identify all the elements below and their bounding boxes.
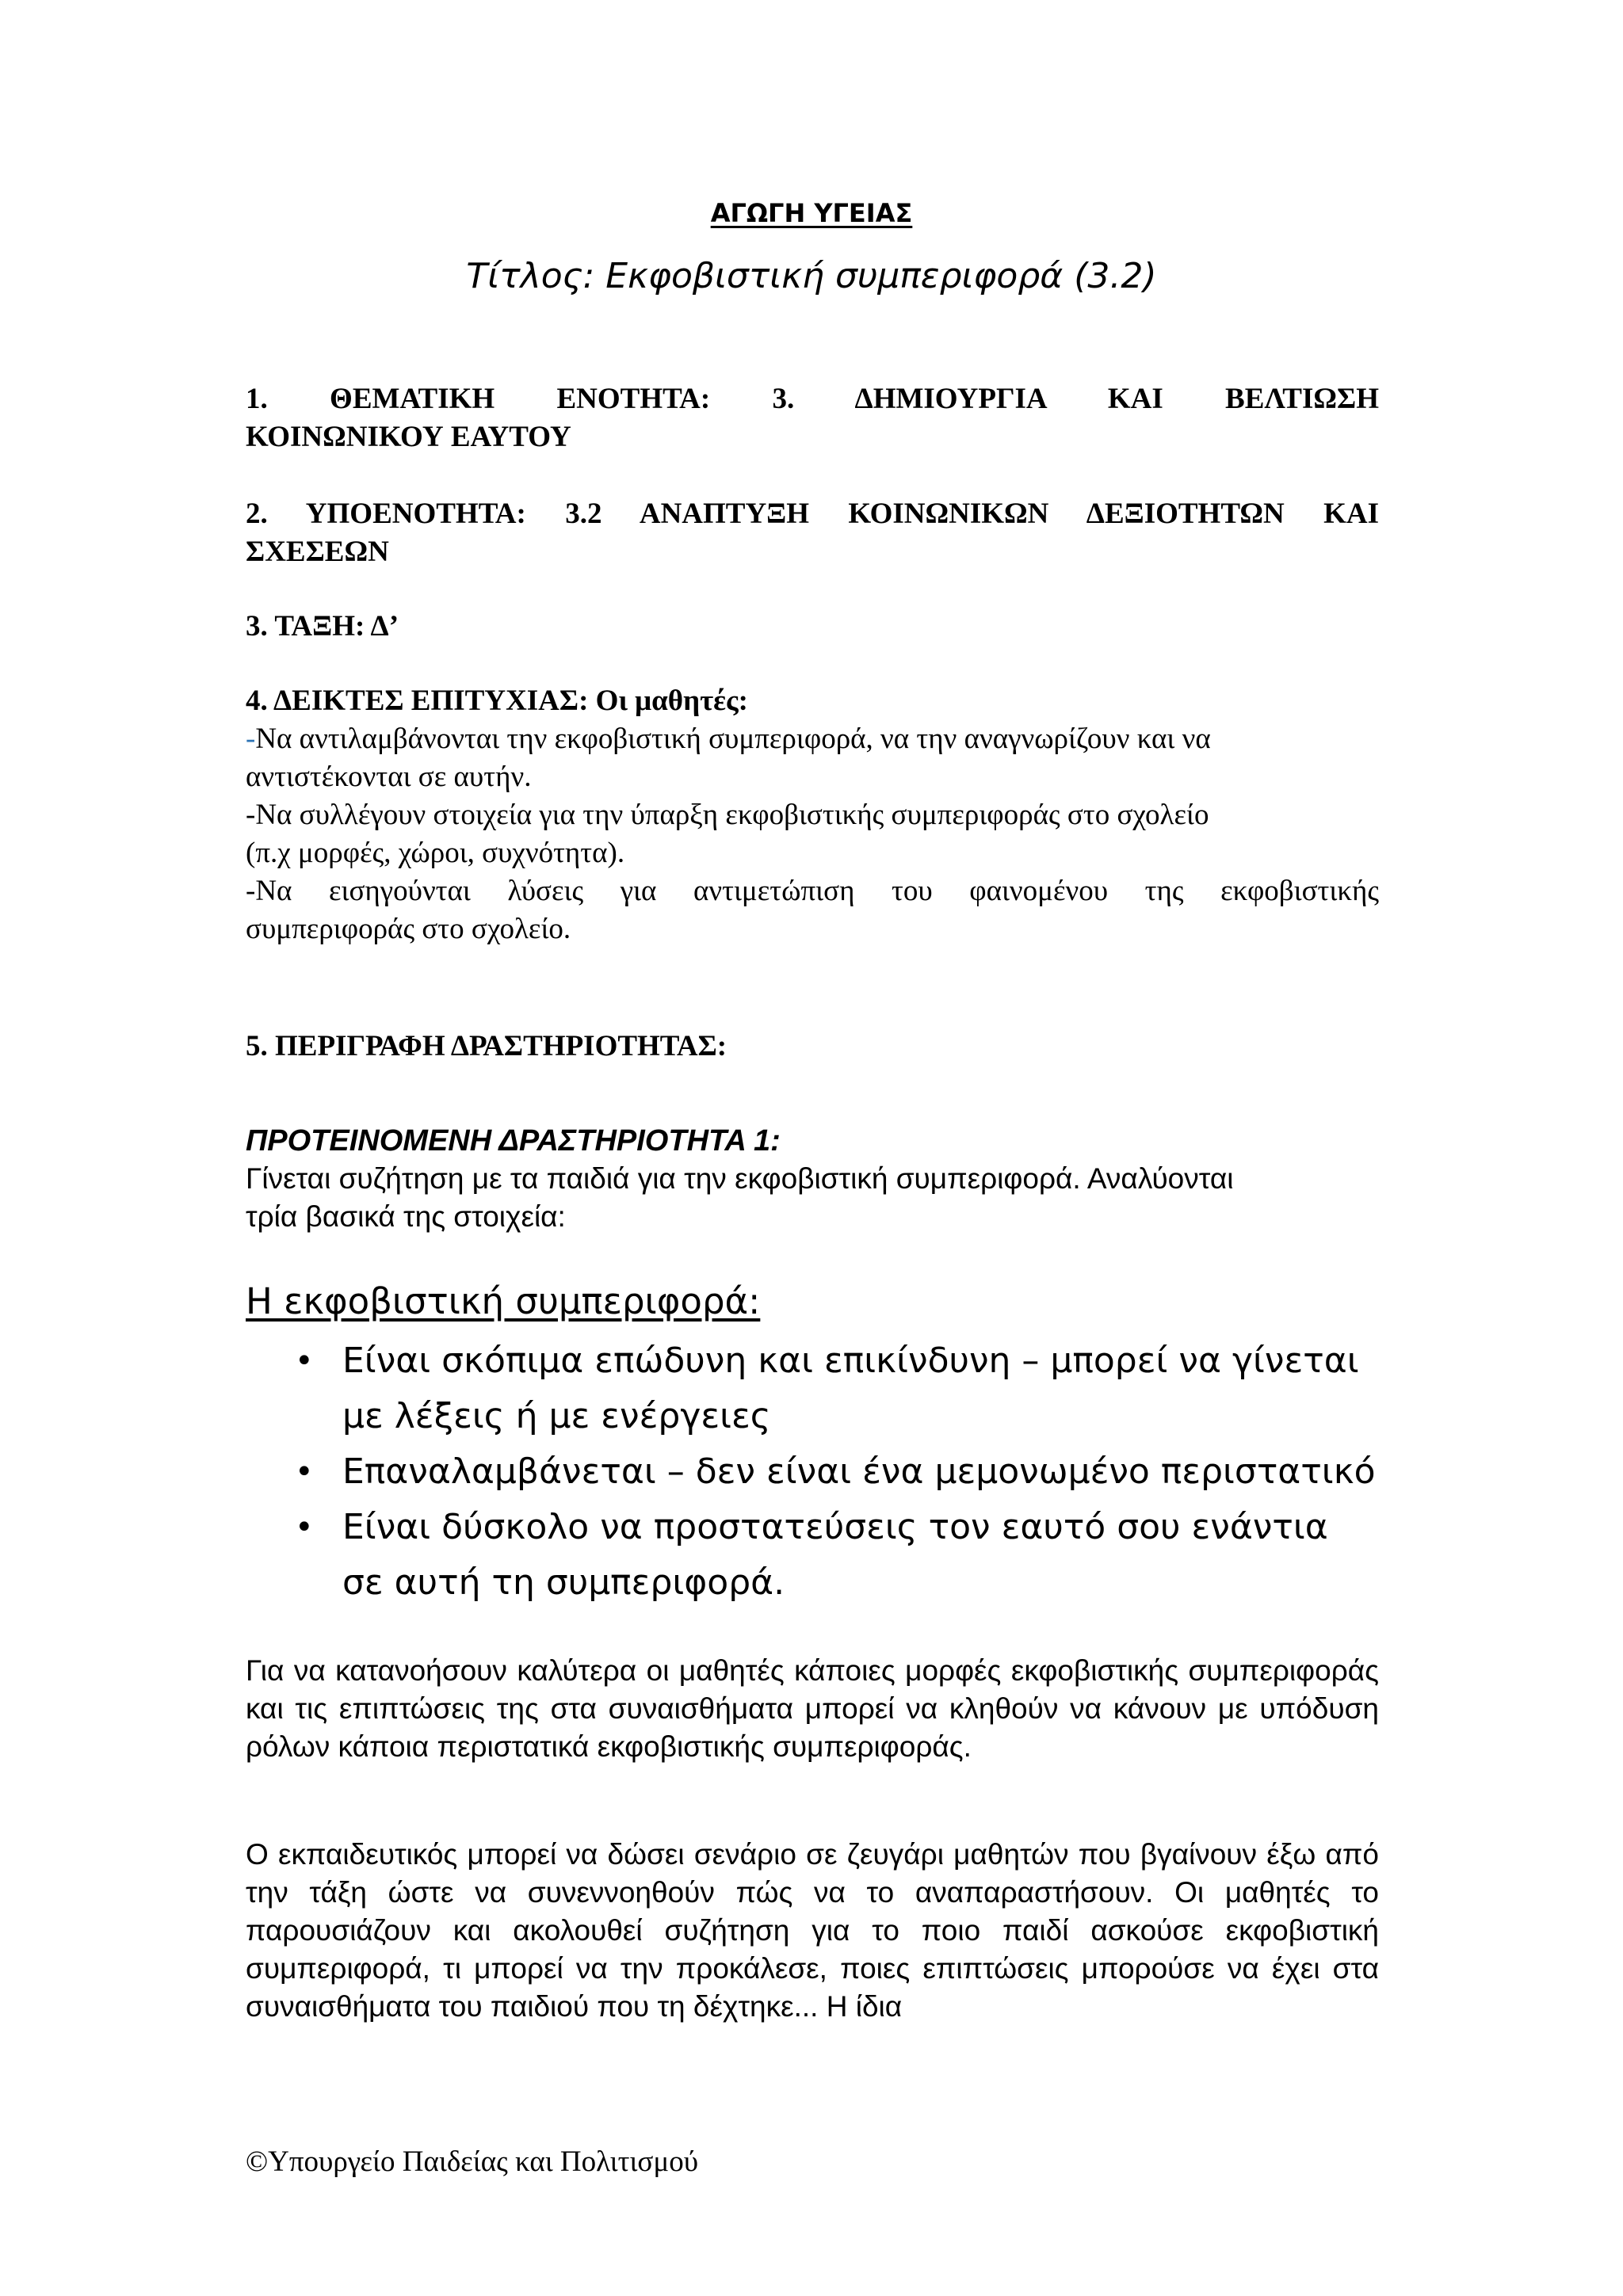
bullying-list-item xyxy=(246,1333,1379,1444)
scenario-paragraph: Ο εκπαιδευτικός μπορεί να δώσει σενάριο σε ζευγάρι μαθητών που βγαίνουν έξω από την τάξη ώστε να συνεννοηθούν πώς να το αναπαραστήσουν. Οι μαθητές το παρουσιάζουν και ακολουθεί συζήτηση για το ποιο παιδί ασκούσε εκφοβιστική συμπεριφορά, τι μπορεί να την προκάλεσε, ποιες επιπτώσεις μπορούσε να έχει στα συναισθήματα του παιδιού που τη δέχτηκε... Η ίδια xyxy=(246,1838,1379,2023)
indicator-item-2-line-1: -Να συλλέγουν στοιχεία για την ύπαρξη εκφοβιστικής συμπεριφοράς στο σχολείο xyxy=(246,799,1209,831)
proposed-activity-intro-line-2: τρία βασικά της στοιχεία: xyxy=(246,1200,566,1233)
indicator-item-2-line-2: (π.χ μορφές, χώροι, συχνότητα). xyxy=(246,837,625,869)
bullying-list xyxy=(246,1333,1379,1611)
bullet-icon: • xyxy=(295,1454,314,1490)
proposed-activity-intro-line-1: Γίνεται συζήτηση με τα παιδιά για την εκφοβιστική συμπεριφορά. Αναλύονται xyxy=(246,1162,1234,1195)
indicator-item-3-line-1: -Να εισηγούνται λύσεις για αντιμετώπιση του φαινομένου της εκφοβιστικής xyxy=(246,875,1379,907)
subject-title: ΑΓΩΓΗ ΥΓΕΙΑΣ xyxy=(710,198,913,228)
grade-label: 3. ΤΑΞΗ: Δ’ xyxy=(246,610,399,643)
bullying-item-text: Επαναλαμβάνεται – δεν είναι ένα μεμονωμένο περιστατικό xyxy=(342,1451,1376,1492)
bullet-icon: • xyxy=(295,1343,314,1379)
lesson-title: Τίτλος: Εκφοβιστική συμπεριφορά (3.2) xyxy=(466,256,1157,296)
proposed-activity xyxy=(246,1122,1379,1236)
subunit-line-1: 2. ΥΠΟΕΝΟΤΗΤΑ: 3.2 ΑΝΑΠΤΥΞΗ ΚΟΙΝΩΝΙΚΩΝ ΔΕΞΙΟΤΗΤΩΝ ΚΑΙ xyxy=(246,498,1379,530)
section-subunit xyxy=(246,495,1379,571)
section-thematic-unit xyxy=(246,380,1379,456)
bullying-list-item xyxy=(246,1500,1379,1611)
thematic-unit-line-2: ΚΟΙΝΩΝΙΚΟΥ ΕΑΥΤΟΥ xyxy=(246,421,571,453)
indicator-item-1-text: Να αντιλαμβάνονται την εκφοβιστική συμπεριφορά, να την αναγνωρίζουν και να αντιστέκονται σε αυτήν. xyxy=(246,723,1211,793)
proposed-activity-heading: ΠΡΟΤΕΙΝΟΜΕΝΗ ΔΡΑΣΤΗΡΙΟΤΗΤΑ 1: xyxy=(246,1124,781,1158)
bullying-heading: Η εκφοβιστική συμπεριφορά: xyxy=(246,1280,761,1322)
bullying-item-text: Είναι σκόπιμα επώδυνη και επικίνδυνη – μπορεί να γίνεται με λέξεις ή με ενέργειες xyxy=(342,1341,1359,1436)
activity-description-heading: 5. ΠΕΡΙΓΡΑΦΗ ΔΡΑΣΤΗΡΙΟΤΗΤΑΣ: xyxy=(246,1030,727,1062)
bullying-item-text: Είναι δύσκολο να προστατεύσεις τον εαυτό σου ενάντια σε αυτή τη συμπεριφορά. xyxy=(342,1507,1328,1603)
bullying-characteristics xyxy=(246,1280,1379,1611)
bullet-icon: • xyxy=(295,1509,314,1546)
section-activity-description xyxy=(246,1028,1379,1066)
section-grade xyxy=(246,608,1379,646)
indicator-item-3-line-2: συμπεριφοράς στο σχολείο. xyxy=(246,913,571,945)
indicator-dash: - xyxy=(246,723,256,755)
roleplay-paragraph: Για να κατανοήσουν καλύτερα οι μαθητές κάποιες μορφές εκφοβιστικής συμπεριφοράς και τις επιπτώσεις της στα συναισθήματα μπορεί να κληθούν να κάνουν με υπόδυση ρόλων κάποια περιστατικά εκφοβιστικής συμπεριφοράς. xyxy=(246,1654,1379,1763)
thematic-unit-line-1: 1. ΘΕΜΑΤΙΚΗ ΕΝΟΤΗΤΑ: 3. ΔΗΜΙΟΥΡΓΙΑ ΚΑΙ ΒΕΛΤΙΩΣΗ xyxy=(246,383,1379,415)
indicator-item-1 xyxy=(246,720,1379,796)
subunit-line-2: ΣΧΕΣΕΩΝ xyxy=(246,536,389,568)
copyright-footer: ©Υπουργείο Παιδείας και Πολιτισμού xyxy=(246,2145,699,2178)
bullying-list-item xyxy=(246,1444,1379,1500)
success-indicators-heading: 4. ΔΕΙΚΤΕΣ ΕΠΙΤΥΧΙΑΣ: Οι μαθητές: xyxy=(246,685,748,717)
section-success-indicators xyxy=(246,682,1379,948)
